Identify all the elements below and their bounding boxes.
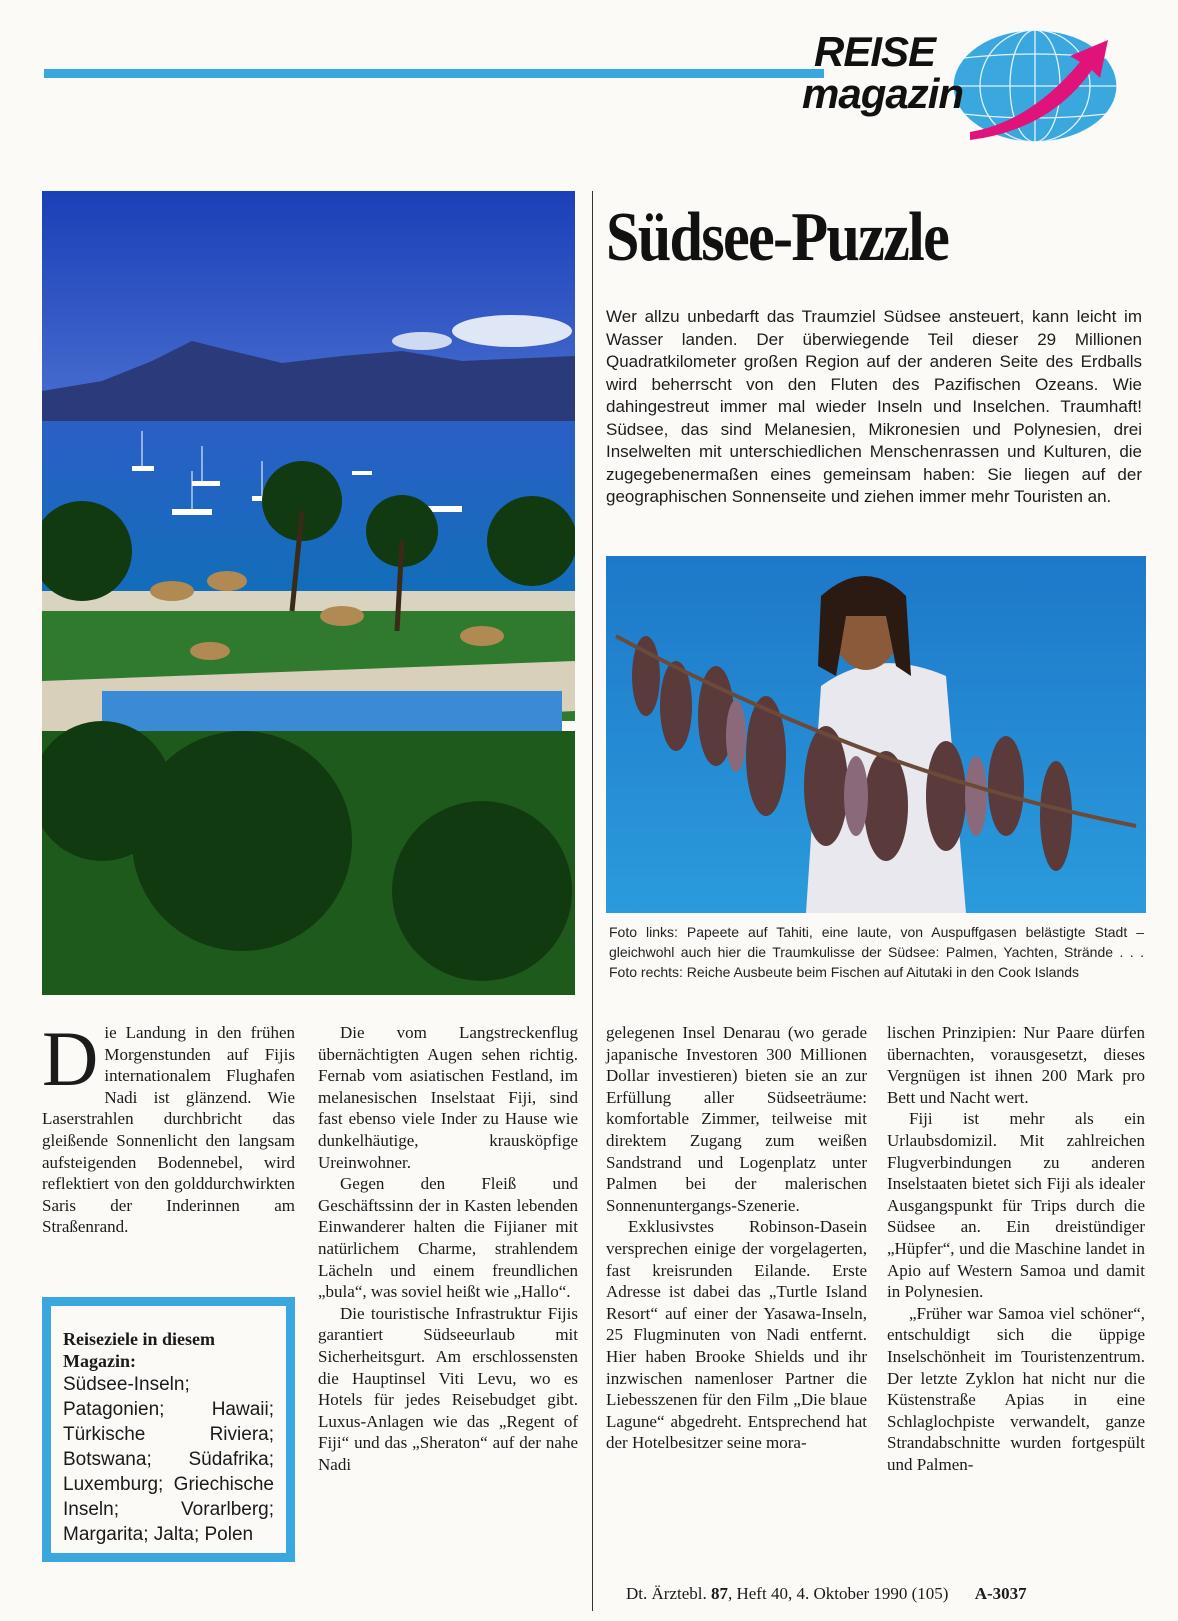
footer-issue: , Heft 40, 4. Oktober 1990 (105) bbox=[727, 1584, 949, 1603]
drop-cap: D bbox=[42, 1015, 99, 1102]
photo-caption: Foto links: Papeete auf Tahiti, eine laute, von Auspuffgasen belästigte Stadt – gleichwohl auch hier die Traumkulisse der Südsee: Palmen, Yachten, Strände . . . Foto rechts: Reiche Ausbeute beim Fischen auf Aitutaki in den Cook Islands bbox=[609, 924, 1144, 980]
header-rule bbox=[44, 69, 824, 78]
photo-papeete-tahiti bbox=[42, 191, 575, 995]
reise-magazin-logo bbox=[800, 18, 1150, 148]
column-4-paragraph: Fiji ist mehr als ein Urlaubsdomizil. Mit zahlreichen Flugverbindungen zu anderen Inselstaaten bietet sich Fiji als idealer Ausgangspunkt für Trips durch die Südsee an. Ein dreistündiger „Hüpfer“, und die Maschine landet in Apio auf Western Samoa und damit in Polynesien. bbox=[887, 1109, 1145, 1302]
column-2-paragraph: Die touristische Infrastruktur Fijis garantiert Südseeurlaub mit Sicherheitsgurt. Am erschlossensten die Hauptinsel Viti Levu, wo es Hotels für jedes Reisebudget gibt. Luxus-Anlagen wie das „Regent of Fiji“ und das „Sheraton“ auf der nahe Nadi bbox=[318, 1303, 578, 1474]
column-1-text: ie Landung in den frühen Morgenstunden auf Fijis internationalem Flughafen Nadi ist glänzend. Wie Laserstrahlen durchbricht das gleißende Sonnenlicht den langsam aufsteigenden Bodennebel, wird reflektiert von den golddurchwirkten Saris der Inderinnen am Straßenrand. bbox=[42, 1023, 295, 1237]
article-column-1 bbox=[42, 1015, 295, 1238]
footer-journal: Dt. Ärztebl. bbox=[626, 1584, 707, 1603]
column-3-paragraph: gelegenen Insel Denarau (wo gerade japanische Investoren 300 Millionen Dollar investieren) bieten sie an zur Erfüllung aller Südseeträume: komfortable Zimmer, teilweise mit direktem Zugang zum weißen Sandstrand und Logenplatz unter Palmen bei der malerischen Sonnenuntergangs-Szenerie. bbox=[606, 1023, 867, 1215]
article-intro: Wer allzu unbedarft das Traumziel Südsee ansteuert, kann leicht im Wasser landen. Der überwiegende Teil dieser 29 Millionen Quadratkilometer großen Region auf der anderen Seite des Erdballs wird beherrscht von den Fluten des Pazifischen Ozeans. Wie dahingestreut immer mal wieder Inseln und Inselchen. Traumhaft! Südsee, das sind Melanesien, Mikronesien und Polynesien, drei Inselwelten mit unterschiedlichen Menschenrassen und Kulturen, die zugegebenermaßen eines gemeinsam haben: Sie liegen auf der geographischen Sonnenseite und ziehen immer mehr Touristen an. bbox=[606, 307, 1142, 506]
column-divider bbox=[592, 191, 593, 1611]
page-footer bbox=[626, 1584, 1027, 1604]
logo-text-reise: REISE bbox=[814, 28, 936, 75]
article-column-3 bbox=[606, 1022, 867, 1454]
column-4-paragraph: „Früher war Samoa viel schöner“, entschuldigt sich die üppige Inselschönheit im Touristenzentrum. Der letzte Zyklon hat nicht nur die Küstenstraße Apias in eine Schlaglochpiste verwandelt, ganze Strandabschnitte wurden fortgespült und Palmen- bbox=[887, 1303, 1145, 1474]
column-4-paragraph: lischen Prinzipien: Nur Paare dürfen übernachten, vorausgesetzt, dieses Vergnügen ist ihnen 200 Mark pro Bett und Nacht wert. bbox=[887, 1023, 1145, 1107]
column-2-paragraph: Gegen den Fleiß und Geschäftssinn der in Kasten lebenden Einwanderer halten die Fijianer mit natürlichem Charme, strahlendem Lächeln und einem freundlichen „bula“, was soviel heißt wie „Hallo“. bbox=[318, 1174, 578, 1302]
destinations-box bbox=[42, 1297, 295, 1562]
page-number: A-3037 bbox=[974, 1584, 1027, 1603]
column-3-paragraph: Exklusivstes Robinson-Dasein versprechen einige der vorgelagerten, fast kreisrunden Eilande. Erste Adresse ist dabei das „Turtle Island Resort“ auf einer der Yasawa-Inseln, 25 Flugminuten von Nadi entfernt. Hier haben Brooke Shields und ihr inzwischen namenloser Partner die Liebesszenen für den Film „Die blaue Lagune“ abgedreht. Entsprechend hat der Hotelbesitzer seine mora- bbox=[606, 1217, 867, 1453]
column-2-paragraph: Die vom Langstreckenflug übernächtigten Augen sehen richtig. Fernab vom asiatischen Festland, im melanesischen Inselstaat Fiji, sind fast ebenso viele Inder zu Hause wie dunkelhäutige, krausköpfige Ureinwohner. bbox=[318, 1023, 578, 1172]
article-column-2 bbox=[318, 1022, 578, 1475]
destinations-box-title: Reiseziele in diesem Magazin: bbox=[63, 1329, 215, 1371]
logo-text-magazin: magazin bbox=[802, 70, 964, 117]
article-title: Südsee-Puzzle bbox=[606, 199, 949, 276]
photo-aitutaki-fisher bbox=[606, 556, 1146, 913]
destinations-list: Südsee-Inseln; Patagonien; Hawaii; Türkische Riviera; Botswana; Südafrika; Luxemburg; Griechische Inseln; Vorarlberg; Margarita; Jalta; Polen bbox=[63, 1374, 274, 1545]
article-column-4 bbox=[887, 1022, 1145, 1475]
globe-arrow-icon bbox=[940, 22, 1140, 147]
footer-volume: 87 bbox=[710, 1584, 728, 1603]
